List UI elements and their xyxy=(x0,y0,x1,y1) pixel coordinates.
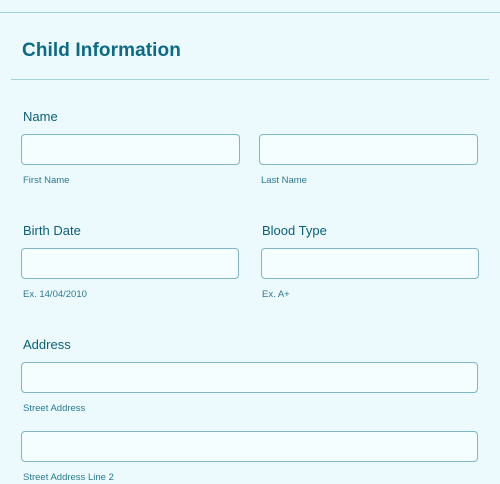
street-address-sublabel: Street Address xyxy=(23,403,86,414)
birth-date-input[interactable] xyxy=(21,248,239,279)
address-label: Address xyxy=(23,337,71,352)
last-name-sublabel: Last Name xyxy=(261,175,307,186)
section-title: Child Information xyxy=(22,40,181,61)
title-divider xyxy=(11,79,489,80)
street-address-line2-sublabel: Street Address Line 2 xyxy=(23,472,114,483)
blood-type-label: Blood Type xyxy=(262,223,327,238)
street-address-input[interactable] xyxy=(21,362,478,393)
first-name-sublabel: First Name xyxy=(23,175,70,186)
birth-date-label: Birth Date xyxy=(23,223,81,238)
top-divider xyxy=(0,12,500,13)
blood-type-sublabel: Ex. A+ xyxy=(262,289,290,300)
first-name-input[interactable] xyxy=(21,134,240,165)
name-label: Name xyxy=(23,109,58,124)
birth-date-sublabel: Ex. 14/04/2010 xyxy=(23,289,87,300)
last-name-input[interactable] xyxy=(259,134,478,165)
blood-type-input[interactable] xyxy=(261,248,479,279)
street-address-line2-input[interactable] xyxy=(21,431,478,462)
